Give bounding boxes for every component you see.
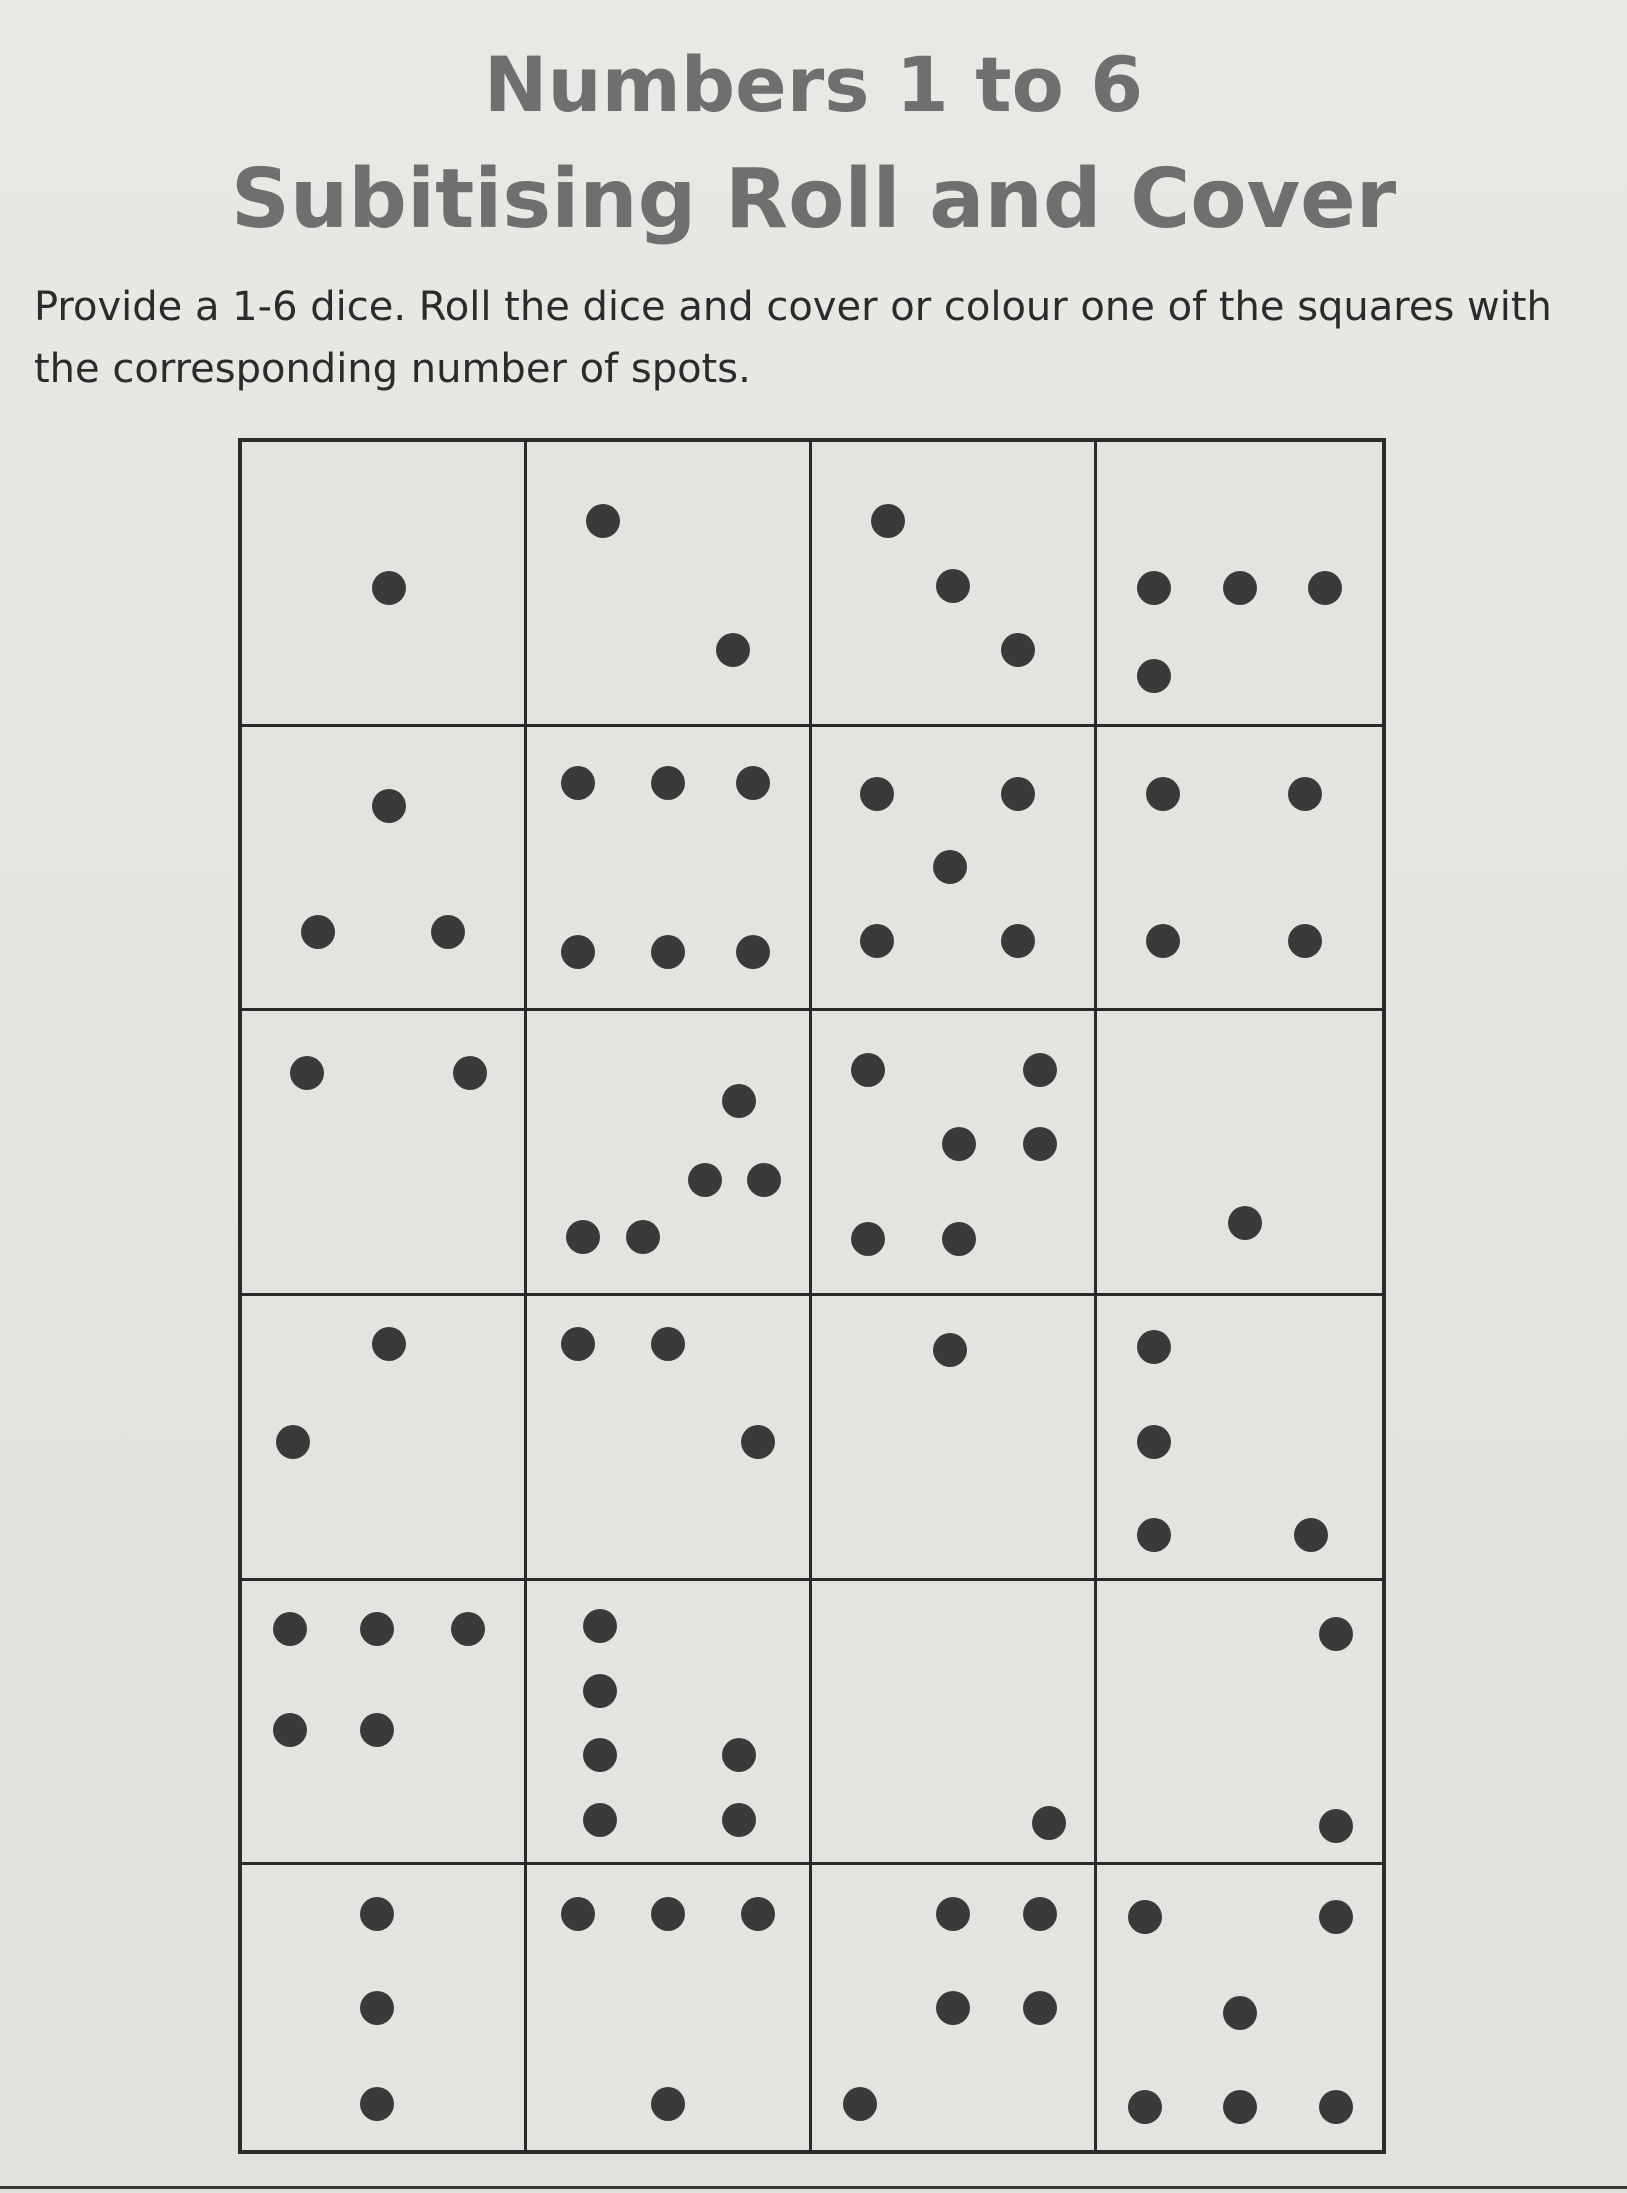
- spot-dot: [360, 1713, 394, 1747]
- dice-square-17[interactable]: [242, 1581, 527, 1866]
- spot-dot: [1319, 1900, 1353, 1934]
- spot-dot: [561, 1327, 595, 1361]
- spot-dot: [722, 1084, 756, 1118]
- dice-square-15[interactable]: [812, 1296, 1097, 1581]
- spot-dot: [1137, 1518, 1171, 1552]
- dice-square-6[interactable]: [527, 727, 812, 1012]
- spot-dot: [1294, 1518, 1328, 1552]
- spot-dot: [1137, 571, 1171, 605]
- spot-dot: [372, 1327, 406, 1361]
- spot-dot: [1001, 924, 1035, 958]
- spot-dot: [1288, 924, 1322, 958]
- spot-dot: [936, 569, 970, 603]
- dice-square-1[interactable]: [242, 442, 527, 727]
- spot-dot: [372, 571, 406, 605]
- spot-dot: [360, 1991, 394, 2025]
- dice-square-13[interactable]: [242, 1296, 527, 1581]
- dice-square-18[interactable]: [527, 1581, 812, 1866]
- spot-dot: [651, 2087, 685, 2121]
- spot-dot: [651, 1897, 685, 1931]
- spot-dot: [583, 1803, 617, 1837]
- spot-dot: [871, 504, 905, 538]
- spot-dot: [651, 1327, 685, 1361]
- dice-square-4[interactable]: [1097, 442, 1382, 727]
- dice-square-12[interactable]: [1097, 1011, 1382, 1296]
- spot-dot: [1023, 1053, 1057, 1087]
- spot-dot: [561, 935, 595, 969]
- spot-dot: [936, 1897, 970, 1931]
- spot-dot: [1032, 1806, 1066, 1840]
- spot-dot: [851, 1222, 885, 1256]
- spot-dot: [1137, 1330, 1171, 1364]
- dice-square-11[interactable]: [812, 1011, 1097, 1296]
- spot-dot: [1288, 777, 1322, 811]
- spot-dot: [586, 504, 620, 538]
- spot-dot: [583, 1738, 617, 1772]
- spot-dot: [1319, 2090, 1353, 2124]
- spot-dot: [1023, 1991, 1057, 2025]
- spot-dot: [290, 1056, 324, 1090]
- spot-dot: [372, 789, 406, 823]
- dice-square-8[interactable]: [1097, 727, 1382, 1012]
- dice-square-10[interactable]: [527, 1011, 812, 1296]
- spot-dot: [583, 1609, 617, 1643]
- spot-dot: [651, 935, 685, 969]
- spot-dot: [360, 1612, 394, 1646]
- spot-dot: [851, 1053, 885, 1087]
- spot-dot: [1228, 1206, 1262, 1240]
- dice-square-22[interactable]: [527, 1865, 812, 2150]
- dice-square-14[interactable]: [527, 1296, 812, 1581]
- spot-dot: [276, 1425, 310, 1459]
- spot-dot: [360, 2087, 394, 2121]
- instructions-text: Provide a 1-6 dice. Roll the dice and cover or colour one of the squares with the corresponding number of spots.: [34, 284, 1552, 392]
- spot-dot: [736, 766, 770, 800]
- spot-dot: [942, 1222, 976, 1256]
- spot-dot: [688, 1163, 722, 1197]
- dice-square-7[interactable]: [812, 727, 1097, 1012]
- dice-square-3[interactable]: [812, 442, 1097, 727]
- spot-dot: [273, 1713, 307, 1747]
- spot-dot: [716, 633, 750, 667]
- spot-dot: [273, 1612, 307, 1646]
- spot-dot: [1137, 659, 1171, 693]
- dice-square-5[interactable]: [242, 727, 527, 1012]
- spot-dot: [431, 915, 465, 949]
- spot-dot: [1319, 1809, 1353, 1843]
- dice-square-16[interactable]: [1097, 1296, 1382, 1581]
- dice-square-19[interactable]: [812, 1581, 1097, 1866]
- bottom-divider: [0, 2186, 1627, 2189]
- spot-dot: [1023, 1127, 1057, 1161]
- dice-square-2[interactable]: [527, 442, 812, 727]
- spot-dot: [1146, 924, 1180, 958]
- spot-dot: [1023, 1897, 1057, 1931]
- title-line-2: Subitising Roll and Cover: [230, 152, 1397, 247]
- spot-dot: [936, 1991, 970, 2025]
- spot-dot: [860, 924, 894, 958]
- spot-dot: [626, 1220, 660, 1254]
- spot-dot: [933, 850, 967, 884]
- dice-grid: [238, 438, 1386, 2154]
- spot-dot: [741, 1425, 775, 1459]
- spot-dot: [843, 2087, 877, 2121]
- spot-dot: [301, 915, 335, 949]
- spot-dot: [1128, 1900, 1162, 1934]
- dice-square-21[interactable]: [242, 1865, 527, 2150]
- spot-dot: [933, 1333, 967, 1367]
- dice-square-20[interactable]: [1097, 1581, 1382, 1866]
- spot-dot: [1001, 777, 1035, 811]
- spot-dot: [453, 1056, 487, 1090]
- spot-dot: [1223, 1996, 1257, 2030]
- spot-dot: [1223, 2090, 1257, 2124]
- spot-dot: [651, 766, 685, 800]
- spot-dot: [1128, 2090, 1162, 2124]
- spot-dot: [360, 1897, 394, 1931]
- spot-dot: [566, 1220, 600, 1254]
- dice-square-24[interactable]: [1097, 1865, 1382, 2150]
- spot-dot: [1146, 777, 1180, 811]
- title-line-1: Numbers 1 to 6: [483, 40, 1144, 129]
- spot-dot: [561, 1897, 595, 1931]
- spot-dot: [451, 1612, 485, 1646]
- spot-dot: [561, 766, 595, 800]
- dice-square-9[interactable]: [242, 1011, 527, 1296]
- spot-dot: [1137, 1425, 1171, 1459]
- spot-dot: [722, 1738, 756, 1772]
- spot-dot: [942, 1127, 976, 1161]
- spot-dot: [722, 1803, 756, 1837]
- spot-dot: [747, 1163, 781, 1197]
- spot-dot: [736, 935, 770, 969]
- spot-dot: [1001, 633, 1035, 667]
- spot-dot: [741, 1897, 775, 1931]
- spot-dot: [1223, 571, 1257, 605]
- dice-square-23[interactable]: [812, 1865, 1097, 2150]
- spot-dot: [1308, 571, 1342, 605]
- spot-dot: [583, 1674, 617, 1708]
- spot-dot: [1319, 1617, 1353, 1651]
- spot-dot: [860, 777, 894, 811]
